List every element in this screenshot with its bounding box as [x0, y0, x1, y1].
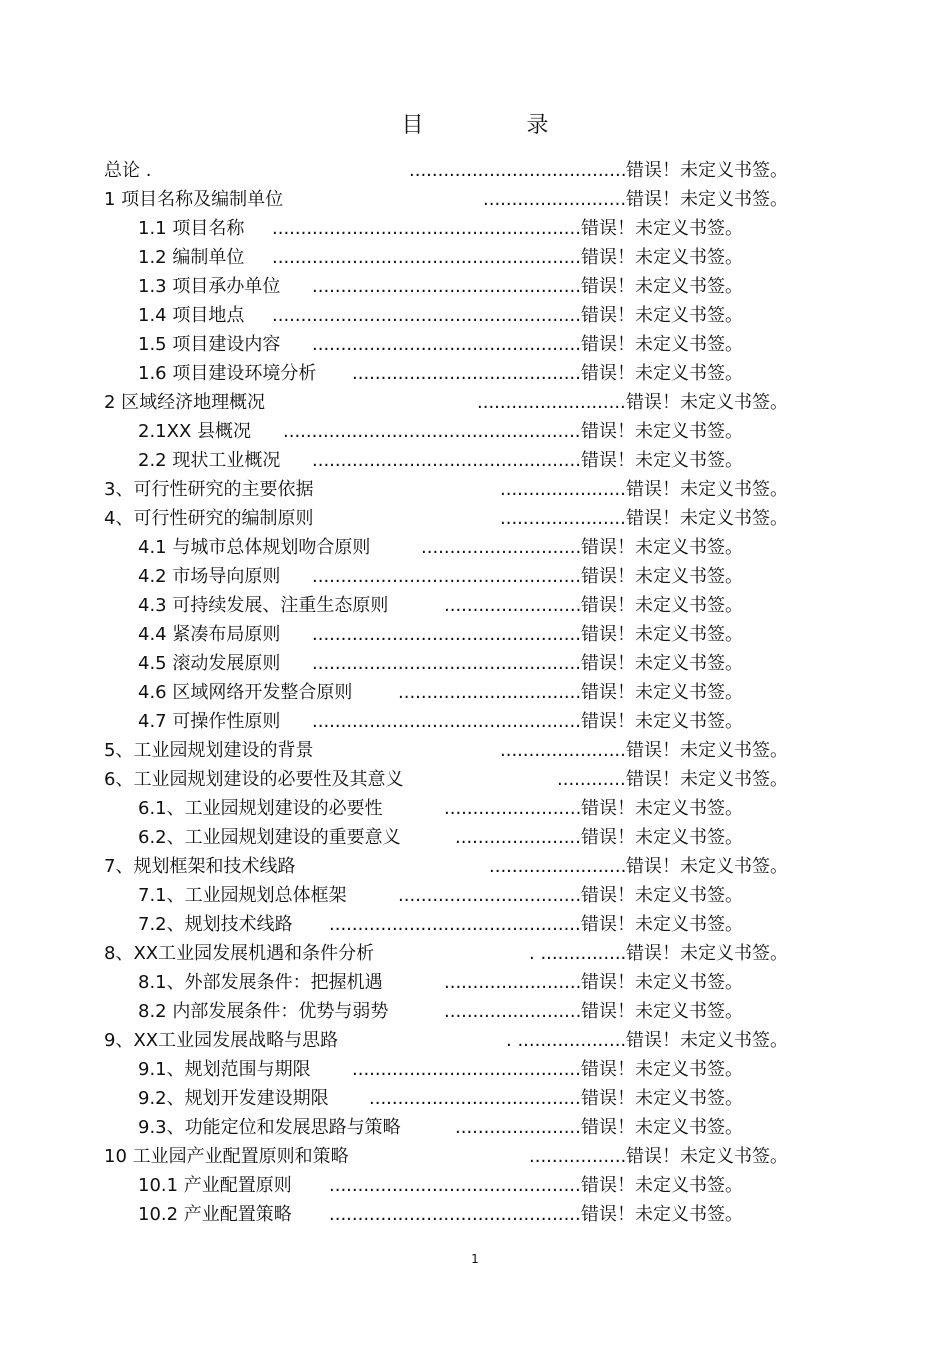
toc-entry[interactable] [0, 939, 950, 968]
toc-entry-label: 8.1、外部发展条件：把握机遇 [138, 972, 383, 993]
toc-entry-label: 7、规划框架和技术线路 [104, 856, 296, 877]
toc-entry-page-ref: 错误！未定义书签。 [581, 885, 743, 906]
toc-entry[interactable] [0, 562, 950, 591]
toc-entry[interactable] [0, 301, 950, 330]
toc-entry-page-ref: 错误！未定义书签。 [581, 653, 743, 674]
toc-entry-page-ref: 错误！未定义书签。 [581, 1059, 743, 1080]
toc-leader-dots: ............................................... [312, 450, 581, 471]
toc-leader-dots: .................................................... [283, 421, 581, 442]
toc-entry[interactable] [0, 736, 950, 765]
toc-entry[interactable] [0, 1200, 950, 1229]
toc-entry-page-ref: 错误！未定义书签。 [581, 914, 743, 935]
toc-entry-page-ref: 错误！未定义书签。 [581, 334, 743, 355]
toc-entry[interactable] [0, 533, 950, 562]
toc-leader-dots: ..................................... [369, 1088, 581, 1109]
toc-entry-page-ref: 错误！未定义书签。 [581, 537, 743, 558]
toc-entry-label: 4.3 可持续发展、注重生态原则 [138, 595, 389, 616]
page-number: 1 [471, 1252, 479, 1266]
toc-entry-label: 1.2 编制单位 [138, 247, 245, 268]
toc-entry-page-ref: 错误！未定义书签。 [626, 943, 788, 964]
toc-leader-dots: ......................... [483, 189, 626, 210]
toc-entry[interactable] [0, 910, 950, 939]
toc-entry[interactable] [0, 620, 950, 649]
toc-entry-page-ref: 错误！未定义书签。 [581, 218, 743, 239]
toc-entry[interactable] [0, 823, 950, 852]
toc-entry[interactable] [0, 388, 950, 417]
toc-leader-dots: ............................................... [312, 276, 581, 297]
toc-entry-page-ref: 错误！未定义书签。 [626, 479, 788, 500]
toc-entry-label: 6、工业园规划建设的必要性及其意义 [104, 769, 404, 790]
toc-leader-dots: ................................ [398, 885, 581, 906]
toc-entry[interactable] [0, 185, 950, 214]
toc-entry[interactable] [0, 794, 950, 823]
toc-entry-label: 8、XX工业园发展机遇和条件分析 [104, 943, 375, 964]
toc-leader-dots: ...................... [455, 827, 581, 848]
toc-entry-label: 4、可行性研究的编制原则 [104, 508, 314, 529]
toc-leader-dots: ........................ [489, 856, 626, 877]
toc-leader-dots: ........................................ [352, 1059, 581, 1080]
toc-entry-page-ref: 错误！未定义书签。 [581, 1117, 743, 1138]
toc-entry[interactable] [0, 707, 950, 736]
toc-entry-page-ref: 错误！未定义书签。 [626, 508, 788, 529]
toc-entry-page-ref: 错误！未定义书签。 [626, 392, 788, 413]
toc-entry-label: 8.2 内部发展条件：优势与弱势 [138, 1001, 389, 1022]
toc-entry[interactable] [0, 330, 950, 359]
toc-entry-label: 2.2 现状工业概况 [138, 450, 281, 471]
page-title: 目 录 [401, 113, 597, 138]
toc-entry[interactable] [0, 968, 950, 997]
toc-entry[interactable] [0, 1113, 950, 1142]
toc-entry-page-ref: 错误！未定义书签。 [626, 160, 788, 181]
toc-entry-label: 1.3 项目承办单位 [138, 276, 281, 297]
toc-entry-label: 6.2、工业园规划建设的重要意义 [138, 827, 401, 848]
toc-entry-page-ref: 错误！未定义书签。 [581, 247, 743, 268]
toc-entry-label: 4.6 区域网络开发整合原则 [138, 682, 353, 703]
toc-entry-label: 3、可行性研究的主要依据 [104, 479, 314, 500]
toc-entry-page-ref: 错误！未定义书签。 [581, 595, 743, 616]
toc-leader-dots: ........................ [444, 1001, 581, 1022]
toc-entry-label: 9.2、规划开发建设期限 [138, 1088, 329, 1109]
toc-entry[interactable] [0, 997, 950, 1026]
toc-entry-label: 5、工业园规划建设的背景 [104, 740, 314, 761]
toc-leader-dots: ...................................... [409, 160, 626, 181]
toc-entry-page-ref: 错误！未定义书签。 [626, 769, 788, 790]
toc-entry[interactable] [0, 765, 950, 794]
toc-entry[interactable] [0, 591, 950, 620]
toc-entry[interactable] [0, 1171, 950, 1200]
toc-leader-dots: ................. [529, 1146, 626, 1167]
toc-entry[interactable] [0, 881, 950, 910]
toc-entry[interactable] [0, 1142, 950, 1171]
toc-entry-label: 7.2、规划技术线路 [138, 914, 293, 935]
toc-leader-dots: ...................... [500, 479, 626, 500]
toc-leader-dots: ...................... [500, 740, 626, 761]
toc-entry-label: 1 项目名称及编制单位 [104, 189, 284, 210]
toc-entry-page-ref: 错误！未定义书签。 [581, 1088, 743, 1109]
toc-entry-label: 4.7 可操作性原则 [138, 711, 281, 732]
toc-leader-dots: . ............... [529, 943, 626, 964]
toc-entry-label: 10.2 产业配置策略 [138, 1204, 292, 1225]
toc-entry[interactable] [0, 359, 950, 388]
toc-entry-label: 2 区域经济地理概况 [104, 392, 266, 413]
toc-entry-label: 6.1、工业园规划建设的必要性 [138, 798, 383, 819]
toc-leader-dots: ............................................... [312, 334, 581, 355]
toc-entry-page-ref: 错误！未定义书签。 [581, 1175, 743, 1196]
toc-leader-dots: ................................ [398, 682, 581, 703]
toc-entry-page-ref: 错误！未定义书签。 [626, 856, 788, 877]
toc-entry-label: 9.1、规划范围与期限 [138, 1059, 311, 1080]
toc-entry-label: 10.1 产业配置原则 [138, 1175, 292, 1196]
toc-leader-dots: ............................................ [329, 914, 581, 935]
toc-entry-page-ref: 错误！未定义书签。 [581, 363, 743, 384]
toc-entry-page-ref: 错误！未定义书签。 [581, 566, 743, 587]
toc-entry-label: 1.5 项目建设内容 [138, 334, 281, 355]
toc-entry-label: 9、XX工业园发展战略与思路 [104, 1030, 339, 1051]
toc-entry-page-ref: 错误！未定义书签。 [581, 682, 743, 703]
toc-leader-dots: ............................ [421, 537, 581, 558]
toc-leader-dots: ........................................ [352, 363, 581, 384]
toc-leader-dots: ............................................... [312, 566, 581, 587]
toc-leader-dots: ............................................... [312, 653, 581, 674]
toc-entry[interactable] [0, 504, 950, 533]
toc-entry[interactable] [0, 446, 950, 475]
toc-entry-page-ref: 错误！未定义书签。 [581, 305, 743, 326]
toc-leader-dots: ...................... [500, 508, 626, 529]
toc-entry-label: 1.4 项目地点 [138, 305, 245, 326]
toc-leader-dots: ...................................................... [272, 247, 581, 268]
toc-entry-label: 1.1 项目名称 [138, 218, 245, 239]
toc-entry-page-ref: 错误！未定义书签。 [581, 421, 743, 442]
toc-leader-dots: ........................ [444, 798, 581, 819]
toc-entry-page-ref: 错误！未定义书签。 [626, 1146, 788, 1167]
toc-entry[interactable] [0, 852, 950, 881]
toc-entry[interactable] [0, 214, 950, 243]
toc-entry-page-ref: 错误！未定义书签。 [626, 740, 788, 761]
toc-entry[interactable] [0, 1084, 950, 1113]
toc-entry-label: 10 工业园产业配置原则和策略 [104, 1146, 349, 1167]
toc-entry-label: 总论 . [104, 160, 152, 181]
toc-entry[interactable] [0, 243, 950, 272]
toc-leader-dots: ............................................ [329, 1204, 581, 1225]
toc-entry[interactable] [0, 156, 950, 185]
toc-entry-label: 4.2 市场导向原则 [138, 566, 281, 587]
toc-entry-label: 1.6 项目建设环境分析 [138, 363, 317, 384]
toc-entry[interactable] [0, 417, 950, 446]
toc-entry[interactable] [0, 1055, 950, 1084]
toc-entry-page-ref: 错误！未定义书签。 [581, 972, 743, 993]
toc-entry-page-ref: 错误！未定义书签。 [626, 1030, 788, 1051]
toc-leader-dots: ...................................................... [272, 305, 581, 326]
toc-leader-dots: .......................... [477, 392, 626, 413]
toc-entry[interactable] [0, 1026, 950, 1055]
toc-entry-label: 4.1 与城市总体规划吻合原则 [138, 537, 371, 558]
toc-leader-dots: ............................................... [312, 624, 581, 645]
toc-entry[interactable] [0, 272, 950, 301]
toc-leader-dots: ........................ [444, 595, 581, 616]
toc-entry-page-ref: 错误！未定义书签。 [581, 1001, 743, 1022]
toc-entry-page-ref: 错误！未定义书签。 [581, 827, 743, 848]
toc-entry-page-ref: 错误！未定义书签。 [581, 798, 743, 819]
toc-entry-label: 9.3、功能定位和发展思路与策略 [138, 1117, 401, 1138]
toc-leader-dots: ............................................... [312, 711, 581, 732]
toc-entry-page-ref: 错误！未定义书签。 [581, 276, 743, 297]
toc-entry-page-ref: 错误！未定义书签。 [581, 1204, 743, 1225]
toc-entry[interactable] [0, 678, 950, 707]
toc-leader-dots: ...................... [455, 1117, 581, 1138]
toc-leader-dots: ............................................ [329, 1175, 581, 1196]
toc-entry[interactable] [0, 649, 950, 678]
toc-entry-label: 7.1、工业园规划总体框架 [138, 885, 347, 906]
toc-leader-dots: ...................................................... [272, 218, 581, 239]
toc-entry-label: 4.4 紧凑布局原则 [138, 624, 281, 645]
toc-entry-page-ref: 错误！未定义书签。 [581, 450, 743, 471]
toc-leader-dots: ............ [557, 769, 626, 790]
toc-leader-dots: ........................ [444, 972, 581, 993]
toc-entry-page-ref: 错误！未定义书签。 [581, 711, 743, 732]
toc-entry[interactable] [0, 475, 950, 504]
toc-entry-page-ref: 错误！未定义书签。 [581, 624, 743, 645]
toc-entry-page-ref: 错误！未定义书签。 [626, 189, 788, 210]
toc-entry-label: 2.1XX 县概况 [138, 421, 252, 442]
toc-entry-label: 4.5 滚动发展原则 [138, 653, 281, 674]
toc-leader-dots: . ................... [506, 1030, 626, 1051]
